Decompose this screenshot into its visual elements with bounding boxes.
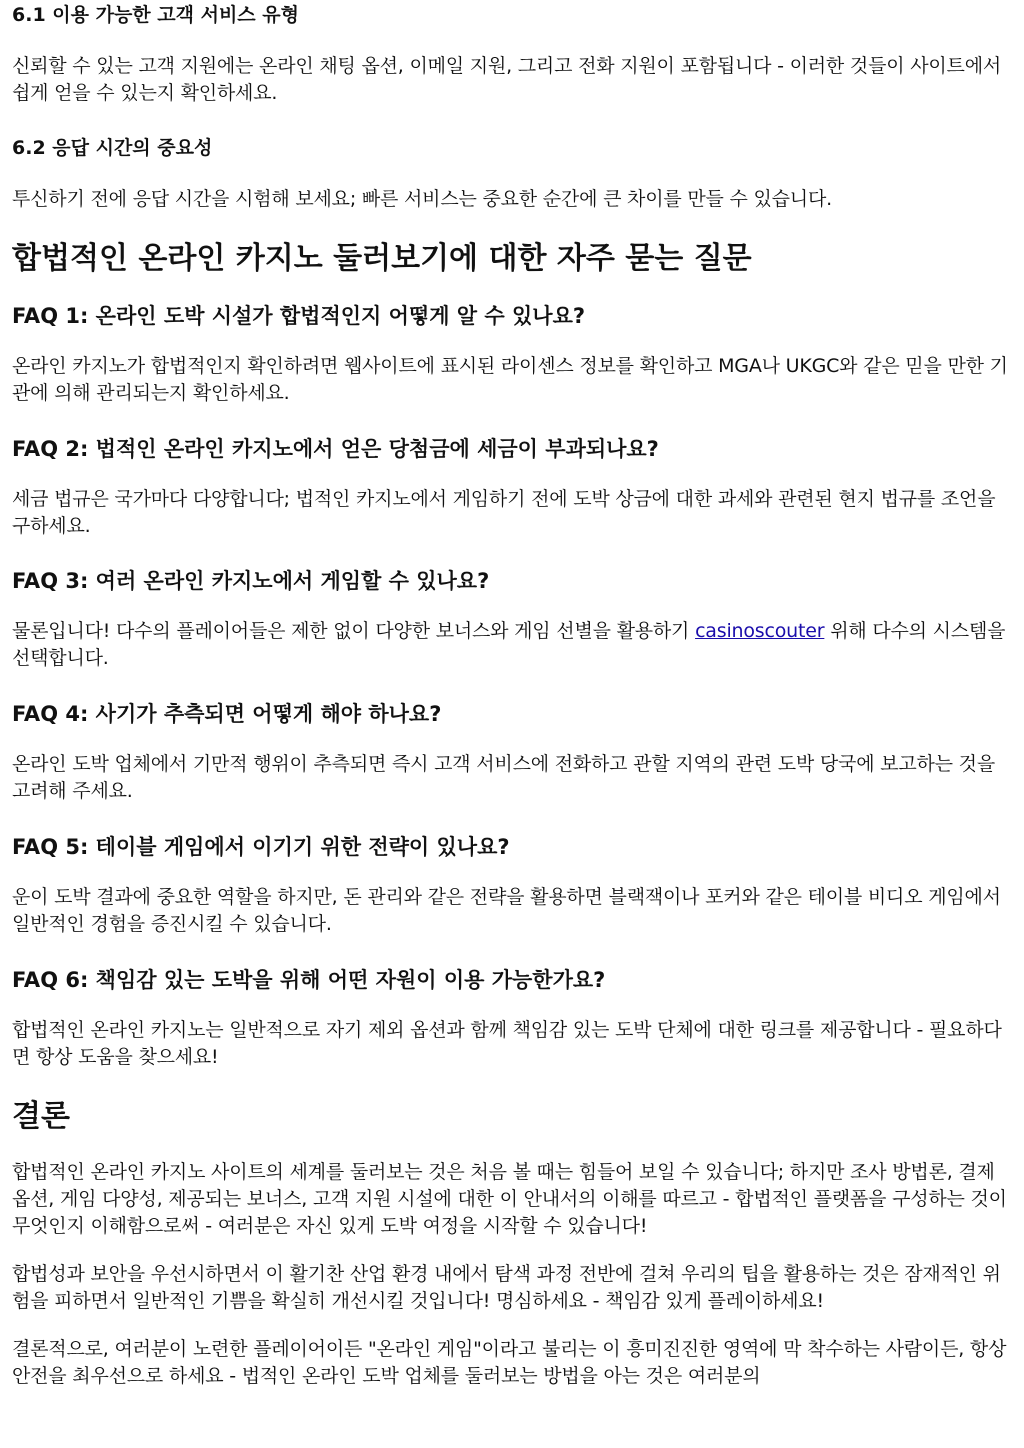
faq-2-question: FAQ 2: 법적인 온라인 카지노에서 얻은 당첨금에 세금이 부과되나요? [12, 437, 659, 461]
faq-1-question: FAQ 1: 온라인 도박 시설가 합법적인지 어떻게 알 수 있나요? [12, 304, 586, 328]
section-6-2-body: 투신하기 전에 응답 시간을 시험해 보세요; 빠른 서비스는 중요한 순간에 큰 차이를 만들 수 있습니다. [12, 188, 832, 210]
faq-6-question: FAQ 6: 책임감 있는 도박을 위해 어떤 자원이 이용 가능한가요? [12, 968, 606, 992]
conclusion-paragraph-3: 결론적으로, 여러분이 노련한 플레이어이든 "온라인 게임"이라고 불리는 이 흥미진진한 영역에 막 착수하는 사람이든, 항상 안전을 최우선으로 하세요 - 법적인 온라인 도박 업체를 둘러보는 방법을 아는 것은 여러분의 [12, 1338, 1007, 1387]
faq-3-answer-text-before: 물론입니다! 다수의 플레이어들은 제한 없이 다양한 보너스와 게임 선별을 활용하기 [12, 620, 696, 642]
section-6-2-heading: 6.2 응답 시간의 중요성 [12, 137, 213, 159]
faq-3-answer-text-after: 위해 다수의 시스템을 선택합니다. [12, 620, 1006, 669]
conclusion-paragraph-1: 합법적인 온라인 카지노 사이트의 세계를 둘러보는 것은 처음 볼 때는 힘들어 보일 수 있습니다; 하지만 조사 방법론, 결제 옵션, 게임 다양성, 제공되는 보너스, 고객 지원 시설에 대한 이 안내서의 이해를 따르고 - 합법적인 플랫폼을 구성하는 것이 무엇인지 이해함으로써 - 여러분은 자신 있게 도박 여정을 시작할 수 있습니다! [12, 1161, 1007, 1237]
conclusion-heading: 결론 [12, 1099, 70, 1134]
faq-6-answer: 합법적인 온라인 카지노는 일반적으로 자기 제외 옵션과 함께 책임감 있는 도박 단체에 대한 링크를 제공합니다 - 필요하다면 항상 도움을 찾으세요! [12, 1019, 1002, 1068]
faq-3-answer [12, 618, 1012, 672]
casinoscouter-link[interactable]: casinoscouter [695, 620, 825, 642]
conclusion-paragraph-2: 합법성과 보안을 우선시하면서 이 활기찬 산업 환경 내에서 탐색 과정 전반에 걸쳐 우리의 팁을 활용하는 것은 잠재적인 위험을 피하면서 일반적인 기쁨을 확실히 개선시킬 것입니다! 명심하세요 - 책임감 있게 플레이하세요! [12, 1263, 1001, 1312]
faq-section-title: 합법적인 온라인 카지노 둘러보기에 대한 자주 묻는 질문 [12, 241, 752, 276]
section-6-1-body: 신뢰할 수 있는 고객 지원에는 온라인 채팅 옵션, 이메일 지원, 그리고 전화 지원이 포함됩니다 - 이러한 것들이 사이트에서 쉽게 얻을 수 있는지 확인하세요. [12, 55, 1002, 104]
faq-3-question: FAQ 3: 여러 온라인 카지노에서 게임할 수 있나요? [12, 569, 490, 593]
faq-2-answer: 세금 법규은 국가마다 다양합니다; 법적인 카지노에서 게임하기 전에 도박 상금에 대한 과세와 관련된 현지 법규를 조언을 구하세요. [12, 488, 996, 537]
faq-1-answer: 온라인 카지노가 합법적인지 확인하려면 웹사이트에 표시된 라이센스 정보를 확인하고 MGA나 UKGC와 같은 믿을 만한 기관에 의해 관리되는지 확인하세요. [12, 355, 1008, 404]
faq-4-answer: 온라인 도박 업체에서 기만적 행위이 추측되면 즉시 고객 서비스에 전화하고 관할 지역의 관련 도박 당국에 보고하는 것을 고려해 주세요. [12, 753, 995, 802]
faq-4-question: FAQ 4: 사기가 추측되면 어떻게 해야 하나요? [12, 702, 442, 726]
section-6-1-heading: 6.1 이용 가능한 고객 서비스 유형 [12, 4, 299, 26]
faq-5-question: FAQ 5: 테이블 게임에서 이기기 위한 전략이 있나요? [12, 835, 510, 859]
faq-5-answer: 운이 도박 결과에 중요한 역할을 하지만, 돈 관리와 같은 전략을 활용하면 블랙잭이나 포커와 같은 테이블 비디오 게임에서 일반적인 경험을 증진시킬 수 있습니다. [12, 886, 1001, 935]
